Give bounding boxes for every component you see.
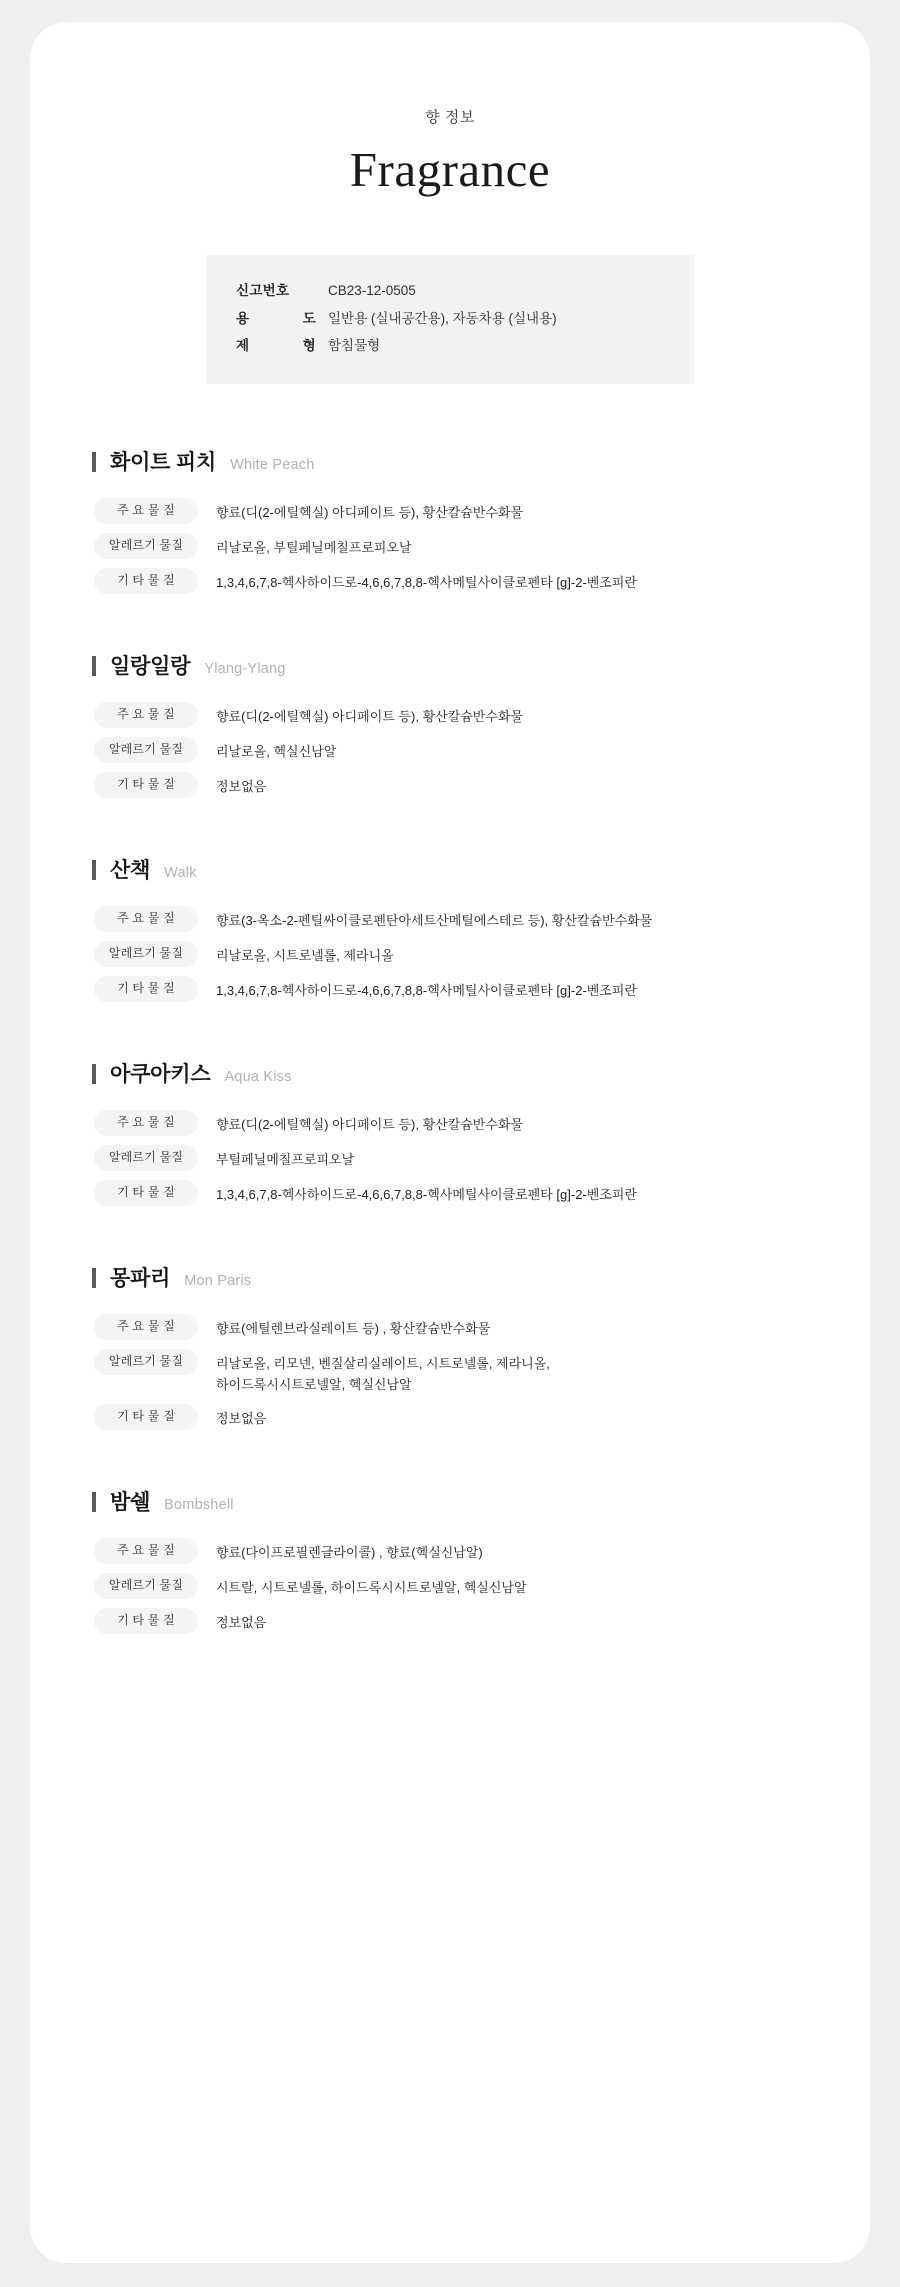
row-value-main: 향료(디(2-에틸헥실) 아디페이트 등), 황산칼슘반수화물 (216, 708, 524, 724)
section-header (92, 446, 808, 476)
info-row (236, 305, 664, 333)
substance-row-allergy (94, 1145, 808, 1171)
substance-row-etc (94, 1180, 808, 1206)
row-label-main: 주 요 물 질 (94, 1538, 198, 1564)
fragrance-section (30, 650, 870, 798)
section-title-ko: 화이트 피치 (110, 450, 217, 474)
substance-row-allergy (94, 1349, 808, 1395)
info-label (236, 332, 328, 360)
info-value: CB23-12-0505 (328, 282, 416, 298)
row-value-main: 향료(디(2-에틸헥실) 아디페이트 등), 황산칼슘반수화물 (216, 1116, 524, 1132)
section-title-ko: 밤쉘 (110, 1491, 151, 1514)
row-value-main: 향료(에틸렌브라실레이트 등) , 황산칼슘반수화물 (216, 1320, 491, 1336)
fragrance-section (30, 446, 870, 594)
row-label-allergy: 알레르기 물질 (94, 1573, 198, 1599)
substance-row-allergy (94, 1573, 808, 1599)
substance-row-etc (94, 1404, 808, 1430)
substance-row-etc (94, 568, 808, 594)
info-label-char: 형 (302, 338, 316, 354)
row-label-allergy: 알레르기 물질 (94, 941, 198, 967)
section-title-en: Walk (164, 864, 197, 881)
page-header (30, 22, 870, 197)
section-rows (92, 1314, 808, 1430)
row-value-allergy: 리날로올, 헥실신남알 (216, 743, 337, 759)
section-header (92, 1262, 808, 1292)
info-value: 일반용 (실내공간용), 자동차용 (실내용) (328, 310, 557, 326)
row-label-main: 주 요 물 질 (94, 1110, 198, 1136)
product-info-box (206, 255, 694, 384)
row-value-etc: 정보없음 (216, 1411, 267, 1426)
page-title: Fragrance (349, 142, 551, 197)
row-label-allergy: 알레르기 물질 (94, 1145, 198, 1171)
section-rows (92, 702, 808, 798)
substance-row-main (94, 906, 808, 932)
fragrance-section (30, 854, 870, 1002)
substance-row-main (94, 702, 808, 728)
section-title-ko: 아쿠아키스 (110, 1062, 211, 1086)
row-value-etc: 1,3,4,6,7,8-헥사하이드로-4,6,6,7,8,8-헥사메틸사이클로펜타 [g]-2-벤조피란 (216, 1186, 637, 1202)
row-value-line: 하이드록시시트로넬알, 헥실신남알 (216, 1376, 412, 1392)
substance-row-main (94, 1538, 808, 1564)
section-header (92, 854, 808, 884)
info-row (236, 332, 664, 360)
row-label-main: 주 요 물 질 (94, 1314, 198, 1340)
fragrance-section (30, 1262, 870, 1430)
row-value-allergy (198, 1349, 550, 1395)
row-value-main: 향료(디(2-에틸헥실) 아디페이트 등), 황산칼슘반수화물 (216, 504, 524, 520)
row-value-allergy: 부틸페닐메칠프로피오날 (216, 1151, 355, 1167)
section-rows (92, 906, 808, 1002)
row-label-main: 주 요 물 질 (94, 906, 198, 932)
section-rows (92, 498, 808, 594)
section-bar-icon (92, 1064, 96, 1084)
fragrance-section (30, 1486, 870, 1634)
substance-row-allergy (94, 941, 808, 967)
section-rows (92, 1110, 808, 1206)
row-label-etc: 기 타 물 질 (94, 568, 198, 594)
substance-row-main (94, 1314, 808, 1340)
row-value-main: 향료(다이프로필렌글라이콜) , 향료(헥실신남알) (216, 1545, 483, 1560)
section-header (92, 1486, 808, 1516)
row-value-main: 향료(3-옥소-2-펜틸싸이클로펜탄아세트산메틸에스테르 등), 황산칼슘반수화물 (216, 912, 653, 928)
section-bar-icon (92, 860, 96, 880)
section-bar-icon (92, 1268, 96, 1288)
row-label-etc: 기 타 물 질 (94, 1404, 198, 1430)
substance-row-etc (94, 976, 808, 1002)
section-bar-icon (92, 1492, 96, 1512)
row-label-etc: 기 타 물 질 (94, 976, 198, 1002)
substance-row-main (94, 498, 808, 524)
info-label-char: 도 (302, 310, 316, 326)
row-value-etc: 정보없음 (216, 1615, 267, 1630)
row-label-main: 주 요 물 질 (94, 702, 198, 728)
row-label-etc: 기 타 물 질 (94, 1608, 198, 1634)
section-header (92, 1058, 808, 1088)
section-bar-icon (92, 452, 96, 472)
row-label-main: 주 요 물 질 (94, 498, 198, 524)
section-title-en: Mon Paris (184, 1272, 252, 1289)
fragrance-card (30, 22, 870, 2263)
substance-row-main (94, 1110, 808, 1136)
info-value: 함침물형 (328, 338, 381, 354)
row-label-allergy: 알레르기 물질 (94, 737, 198, 763)
fragrance-sections (30, 446, 870, 1634)
row-value-allergy: 시트랄, 시트로넬롤, 하이드록시시트로넬알, 헥실신남알 (216, 1580, 527, 1595)
section-bar-icon (92, 656, 96, 676)
row-value-line: 리날로올, 리모넨, 벤질살리실레이트, 시트로넬롤, 제라니올, (216, 1355, 550, 1371)
fragrance-section (30, 1058, 870, 1206)
substance-row-etc (94, 772, 808, 798)
info-label-char: 제 (236, 338, 250, 354)
section-rows (92, 1538, 808, 1634)
section-title-ko: 산책 (110, 858, 151, 882)
info-label-char: 용 (236, 310, 250, 326)
row-label-etc: 기 타 물 질 (94, 772, 198, 798)
section-title-en: White Peach (230, 456, 315, 473)
row-value-etc: 1,3,4,6,7,8-헥사하이드로-4,6,6,7,8,8-헥사메틸사이클로펜타 [g]-2-벤조피란 (216, 982, 637, 998)
section-header (92, 650, 808, 680)
info-label (236, 305, 328, 333)
row-value-etc: 정보없음 (216, 778, 267, 794)
page-kicker: 향 정보 (425, 109, 475, 126)
substance-row-etc (94, 1608, 808, 1634)
section-title-en: Aqua Kiss (224, 1068, 292, 1085)
row-value-allergy: 리날로올, 시트로넬롤, 제라니올 (216, 947, 394, 963)
section-title-ko: 일랑일랑 (110, 654, 191, 678)
section-title-en: Bombshell (164, 1497, 234, 1513)
row-value-etc: 1,3,4,6,7,8-헥사하이드로-4,6,6,7,8,8-헥사메틸사이클로펜타 [g]-2-벤조피란 (216, 574, 637, 590)
section-title-en: Ylang-Ylang (204, 660, 286, 677)
section-title-ko: 몽파리 (110, 1266, 171, 1290)
row-label-allergy: 알레르기 물질 (94, 1349, 198, 1375)
row-label-etc: 기 타 물 질 (94, 1180, 198, 1206)
info-row (236, 277, 664, 305)
row-label-allergy: 알레르기 물질 (94, 533, 198, 559)
info-label: 신고번호 (236, 282, 290, 298)
substance-row-allergy (94, 737, 808, 763)
substance-row-allergy (94, 533, 808, 559)
row-value-allergy: 리날로올, 부틸페닐메칠프로피오날 (216, 539, 412, 555)
